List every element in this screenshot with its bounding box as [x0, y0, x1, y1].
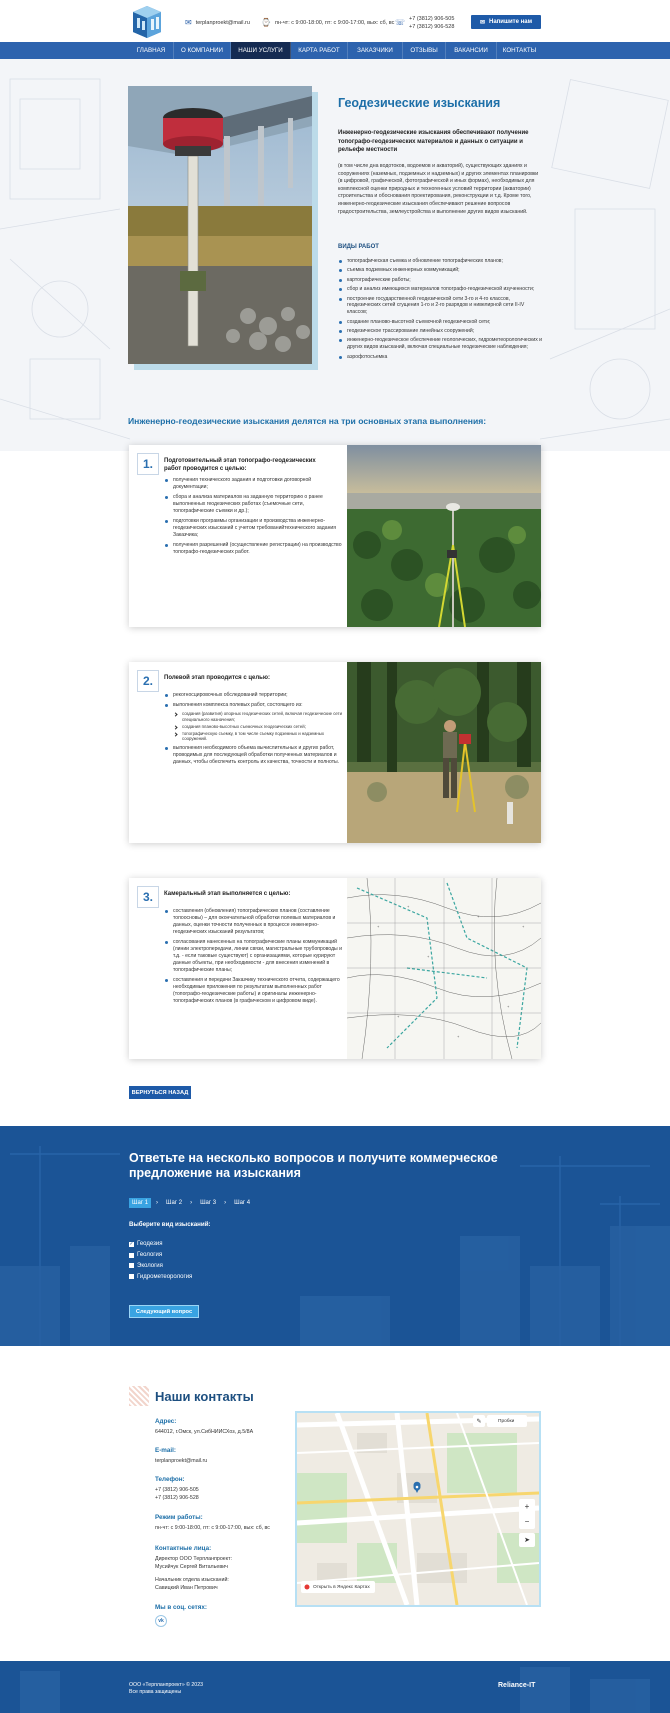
nav-item-vacancies[interactable]: ВАКАНСИИ	[446, 42, 497, 59]
list-item: съемка подземных инженерных коммуникаций;	[338, 267, 542, 274]
list-item: создание планово-высотной съемочной геодезической сети;	[338, 319, 542, 326]
stage-title: Камеральный этап выполняется с целью:	[164, 891, 291, 897]
main-nav	[0, 42, 670, 59]
phone-1[interactable]: +7 (3812) 906-505	[155, 1487, 199, 1493]
email-block	[155, 1447, 207, 1465]
list-item: выполнения необходимого объема вычислительных и других работ, проводимых для последующей обработки полученных материалов и данных, чтобы обеспечить контроль их качества, точности и полноты.	[164, 745, 342, 766]
quiz-step-1[interactable]: Шаг 1	[129, 1198, 151, 1208]
nav-item-home[interactable]: ГЛАВНАЯ	[129, 42, 174, 59]
open-in-yandex-maps-link[interactable]: Открыть в Яндекс Картах	[313, 1584, 370, 1590]
copyright: ООО «Терпланпроект» © 2023 Все права защищены	[129, 1682, 203, 1695]
nav-item-reviews[interactable]: ОТЗЫВЫ	[403, 42, 446, 59]
phone-2[interactable]: +7 (3812) 906-528	[155, 1495, 199, 1502]
stage-number: 2.	[137, 670, 159, 692]
stage-photo-field-1	[347, 445, 541, 627]
stage-bullets	[164, 692, 342, 769]
address-label: Адрес:	[155, 1418, 177, 1425]
list-item: выполнения комплекса полевых работ, состоящего из: создания (развития) опорных геодезических сетей, включая геодезические сети специального назначения; создания планово-высотных съемочных геодезических сетей; топографическую съемку, в том числе съемку подземных и надземных сооружений.	[164, 702, 342, 742]
nav-item-clients[interactable]: ЗАКАЗЧИКИ	[348, 42, 403, 59]
list-item: получения технического задания и подготовки договорной документации;	[164, 477, 342, 491]
list-item: построение государственной геодезической сети 3-го и 4-го классов, геодезических сетей сгущения 1-го и 2-го разрядов и нивелирной сети II-IV классов;	[338, 296, 542, 316]
traffic-toggle[interactable]: Пробки	[498, 1418, 515, 1424]
persons-label: Контактные лица:	[155, 1545, 212, 1552]
hours-label: Режим работы:	[155, 1514, 203, 1521]
hero-photo-gnss-receiver	[128, 86, 312, 364]
chevron-right-icon: ›	[156, 1200, 159, 1206]
person2-role: Начальник отдела изысканий:	[155, 1576, 229, 1583]
stage-bullets	[164, 908, 342, 1008]
nav-item-works-map[interactable]: КАРТА РАБОТ	[291, 42, 348, 59]
page-title: Геодезические изыскания	[338, 96, 501, 110]
list-item: создания планово-высотных съемочных геодезических сетей;	[173, 724, 342, 730]
person1-name: Мусийчук Сергей Витальевич	[155, 1564, 228, 1571]
list-item: создания (развития) опорных геодезических сетей, включая геодезические сети специального назначения;	[173, 711, 342, 722]
svg-text:+: +	[507, 1004, 510, 1009]
svg-text:+: +	[407, 904, 410, 909]
stages-title: Инженерно-геодезические изыскания делятся на три основных этапа выполнения:	[128, 416, 487, 426]
address-block	[155, 1418, 253, 1436]
header-phones	[395, 15, 454, 31]
phone-label: Телефон:	[155, 1476, 185, 1483]
list-item: рекогносцировочных обследований территории;	[164, 692, 342, 699]
nav-item-contacts[interactable]: КОНТАКТЫ	[502, 47, 537, 54]
developer-brand[interactable]: Reliance-IT	[498, 1682, 536, 1689]
stage-card-1	[129, 445, 541, 627]
option-hydrometeorology[interactable]: Гидрометеорология	[129, 1271, 192, 1282]
stage-number: 3.	[137, 886, 159, 908]
back-button[interactable]: ВЕРНУТЬСЯ НАЗАД	[129, 1086, 191, 1099]
checkbox-checked[interactable]: ✓	[129, 1240, 134, 1247]
list-item: топографическую съемку, в том числе съемку подземных и надземных сооружений.	[173, 731, 342, 742]
mail-icon: ✉	[185, 18, 192, 27]
address-value: 644012, г.Омск, ул.СибНИИСХоз, д.5/8А	[155, 1429, 254, 1435]
site-footer	[0, 1661, 670, 1713]
stage-title: Подготовительный этап топографо-геодезических работ проводится с целью:	[164, 458, 316, 472]
quiz-options	[129, 1239, 192, 1282]
chevron-right-icon: ›	[190, 1200, 193, 1206]
social-block	[155, 1604, 207, 1627]
option-geodesy[interactable]: ✓ Геодезия	[129, 1240, 163, 1248]
stage-photo-field-2	[347, 662, 541, 843]
quiz-step-2[interactable]: Шаг 2	[166, 1200, 183, 1206]
list-item: согласования нанесенных на топографические планы коммуникаций (линии электропередачи, линии связи, магистральные трубопроводы и т.д. - если таковые существуют) с организациями, которые курируют данные объекты, при необходимости - для внесения изменений в топографические планы;	[164, 939, 342, 974]
list-item: топографическая съемка и обновление топографических планов;	[338, 258, 542, 265]
stage-card-2	[129, 662, 541, 843]
hero-paragraph: (в том числе дна водотоков, водоемов и акваторий), существующих зданиях и сооружениях (наземных, подземных и надземных) и других элементах планировки (в цифровой, графической, фотографической и иных формах), необходимых для комплексной оценки природных и техногенных условий территории (акватории) строительства и обоснования проектирования, реконструкции и т.д. Кроме того, инженерно-геодезические изыскания обеспечивают решение вопросов градостроительства, землеустройства и выполнение других видов изысканий.	[338, 163, 539, 215]
email-label: E-mail:	[155, 1447, 176, 1454]
list-item: получения разрешений (осуществление регистрации) на производство топографо-геодезических работ.	[164, 542, 342, 556]
list-item: составления (обновления) топографических планов (составление топоосновы) – для окончательной обработки полевых материалов и данных, оценки точности полученных в процессе инженерно-геодезических изысканий результатов;	[164, 908, 342, 936]
list-item: составления и передачи Заказчику технического отчета, содержащего необходимые приложения по результатам выполненных работ (топографо-геодезические работы) и оригиналы инженерно-топографических планов (в графическом и цифровом виде).	[164, 977, 342, 1005]
list-item: геодезическое трассирование линейных сооружений;	[338, 328, 542, 335]
list-item: картографические работы;	[338, 277, 542, 284]
blueprint-background	[0, 59, 670, 451]
list-item: сбор и анализ имеющихся материалов топографо-геодезической изученности;	[338, 286, 542, 293]
svg-text:+: +	[522, 924, 525, 929]
clock-icon: ⌚	[261, 18, 271, 27]
svg-text:+: +	[457, 1034, 460, 1039]
ruler-icon[interactable]: ✎	[476, 1418, 482, 1425]
checkbox[interactable]	[129, 1253, 134, 1258]
social-label: Мы в соц. сетях:	[155, 1604, 207, 1611]
option-geology[interactable]: Геология	[129, 1250, 192, 1261]
hours-block	[155, 1514, 270, 1532]
quiz-title: Ответьте на несколько вопросов и получите коммерческое предложение на изыскания	[129, 1151, 498, 1180]
svg-text:+: +	[477, 914, 480, 919]
vk-icon[interactable]: vk	[155, 1615, 167, 1627]
stage-title: Полевой этап проводится с целью:	[164, 675, 270, 681]
svg-text:+: +	[427, 954, 430, 959]
geolocation-icon[interactable]: ➤	[524, 1537, 530, 1544]
phone-icon: ☏	[395, 18, 406, 27]
persons-block	[155, 1545, 232, 1593]
write-us-button[interactable]: ✉ Напишите нам	[471, 15, 541, 29]
checkbox[interactable]	[129, 1274, 134, 1279]
phone-block	[155, 1476, 199, 1503]
company-logo[interactable]	[127, 4, 169, 40]
list-item: инженерно-геодезическое обеспечение геологических, гидрометеорологических и других видов изысканий, включая специальные геодезические наблюдения;	[338, 337, 542, 351]
person1-role: Директор ООО Терпланпроект:	[155, 1556, 233, 1562]
stage-number: 1.	[137, 453, 159, 475]
list-item: аэрофотосъемка	[338, 354, 542, 361]
quiz-steps	[129, 1198, 253, 1208]
stage-bullets	[164, 477, 342, 559]
header-phone-2[interactable]: +7 (3812) 906-528	[409, 24, 455, 30]
stage-card-3	[129, 878, 541, 1059]
site-header	[0, 0, 670, 42]
header-phone-1[interactable]: +7 (3812) 906-505	[409, 16, 455, 22]
zoom-out-icon[interactable]: −	[524, 1517, 530, 1526]
footer-background	[0, 1661, 670, 1713]
list-item: сбора и анализа материалов на заданную территорию о ранее выполненных геодезических работах (съемочные сети, топографические съемки и др.);	[164, 494, 342, 515]
hours-value: пн-чт: с 9:00-18:00, пт: с 9:00-17:00, вых: сб, вс	[155, 1525, 270, 1531]
chevron-right-icon: ›	[224, 1200, 227, 1206]
list-item: подготовки программы организации и производства инженерно-геодезических изысканий с учетом требованийтехнического задания Заказчика;	[164, 518, 342, 539]
quiz-step-4[interactable]: Шаг 4	[234, 1200, 251, 1206]
work-types-list	[338, 258, 542, 363]
header-email[interactable]: ✉ terplanproekt@mail.ru	[185, 18, 250, 27]
zoom-in-icon[interactable]: +	[524, 1502, 530, 1511]
nav-item-about[interactable]: О КОМПАНИИ	[174, 42, 231, 59]
svg-text:+: +	[377, 924, 380, 929]
person2-name: Савицкий Иван Петрович	[155, 1585, 218, 1592]
option-ecology[interactable]: Экология	[129, 1261, 192, 1272]
contacts-title: Наши контакты	[155, 1389, 254, 1404]
work-types-title: ВИДЫ РАБОТ	[338, 244, 379, 250]
mail-icon: ✉	[479, 19, 485, 26]
quiz-question: Выберите вид изысканий:	[129, 1221, 211, 1228]
next-question-button[interactable]: Следующий вопрос	[129, 1305, 199, 1318]
yandex-map[interactable]	[295, 1411, 541, 1607]
email-link[interactable]: terplanproekt@mail.ru	[155, 1458, 208, 1464]
hero-section	[0, 59, 670, 451]
stage-image-topographic-plan	[347, 878, 541, 1059]
checkbox[interactable]	[129, 1263, 134, 1268]
quiz-step-3[interactable]: Шаг 3	[200, 1200, 217, 1206]
stage-sub-bullets	[173, 711, 342, 742]
nav-item-services[interactable]: НАШИ УСЛУГИ	[231, 42, 291, 59]
hero-lead: Инженерно-геодезические изыскания обеспечивают получение топографо-геодезических материалов и данных о ситуации и рельефе местности	[338, 130, 529, 153]
header-hours: ⌚ пн-чт: с 9:00-18:00, пт: с 9:00-17:00, вых: сб, вс	[261, 18, 395, 27]
svg-text:+: +	[397, 1014, 400, 1019]
contacts-decor-icon	[129, 1386, 149, 1406]
